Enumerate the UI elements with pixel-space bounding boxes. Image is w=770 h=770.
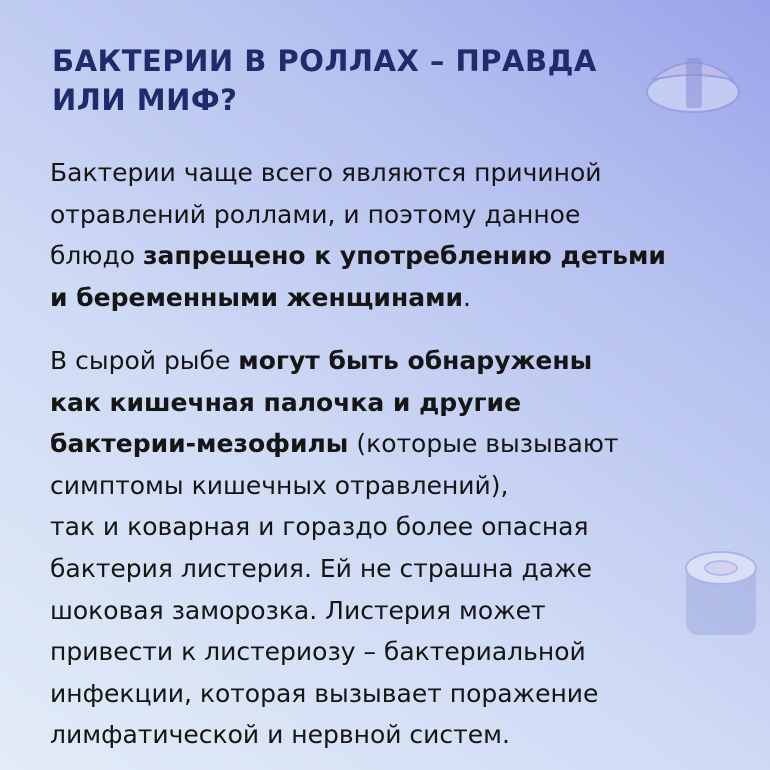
- text-fragment: блюдо: [50, 241, 143, 271]
- text-line: симптомы кишечных отравлений),: [50, 470, 509, 500]
- text-line: так и коварная и гораздо более опасная: [50, 512, 589, 542]
- paragraph-intro: [50, 152, 730, 318]
- text-fragment: В сырой рыбе: [50, 346, 239, 375]
- text-line: [50, 340, 730, 382]
- text-line: бактерия листерия. Ей не страшна даже: [50, 553, 593, 583]
- bold-fragment: и беременными женщинами: [50, 282, 464, 312]
- bold-fragment: запрещено к употреблению детьми: [142, 241, 666, 271]
- text-line: [50, 235, 730, 277]
- text-line: инфекции, которая вызывает поражение: [50, 678, 599, 708]
- text-line: [50, 382, 730, 424]
- title-line: ИЛИ МИФ?: [52, 83, 238, 117]
- bold-fragment: бактерии-мезофилы: [50, 429, 349, 459]
- text-line: лимфатической и нервной систем.: [50, 720, 510, 750]
- page-title: [52, 42, 692, 120]
- text-line: Бактерии чаще всего являются причиной: [50, 158, 602, 187]
- text-line: [50, 277, 730, 319]
- text-line: [50, 423, 730, 465]
- title-line: БАКТЕРИИ В РОЛЛАХ – ПРАВДА: [52, 44, 597, 78]
- bold-fragment: могут быть обнаружены: [238, 346, 593, 375]
- text-fragment: (которые вызывают: [348, 429, 619, 459]
- bold-fragment: как кишечная палочка и другие: [50, 387, 522, 417]
- text-line: привести к листериозу – бактериальной: [50, 637, 586, 667]
- text-line: отравлений роллами, и поэтому данное: [50, 199, 581, 229]
- text-fragment: .: [463, 282, 471, 312]
- paragraph-details: [50, 340, 730, 756]
- text-line: шоковая заморозка. Листерия может: [50, 595, 546, 625]
